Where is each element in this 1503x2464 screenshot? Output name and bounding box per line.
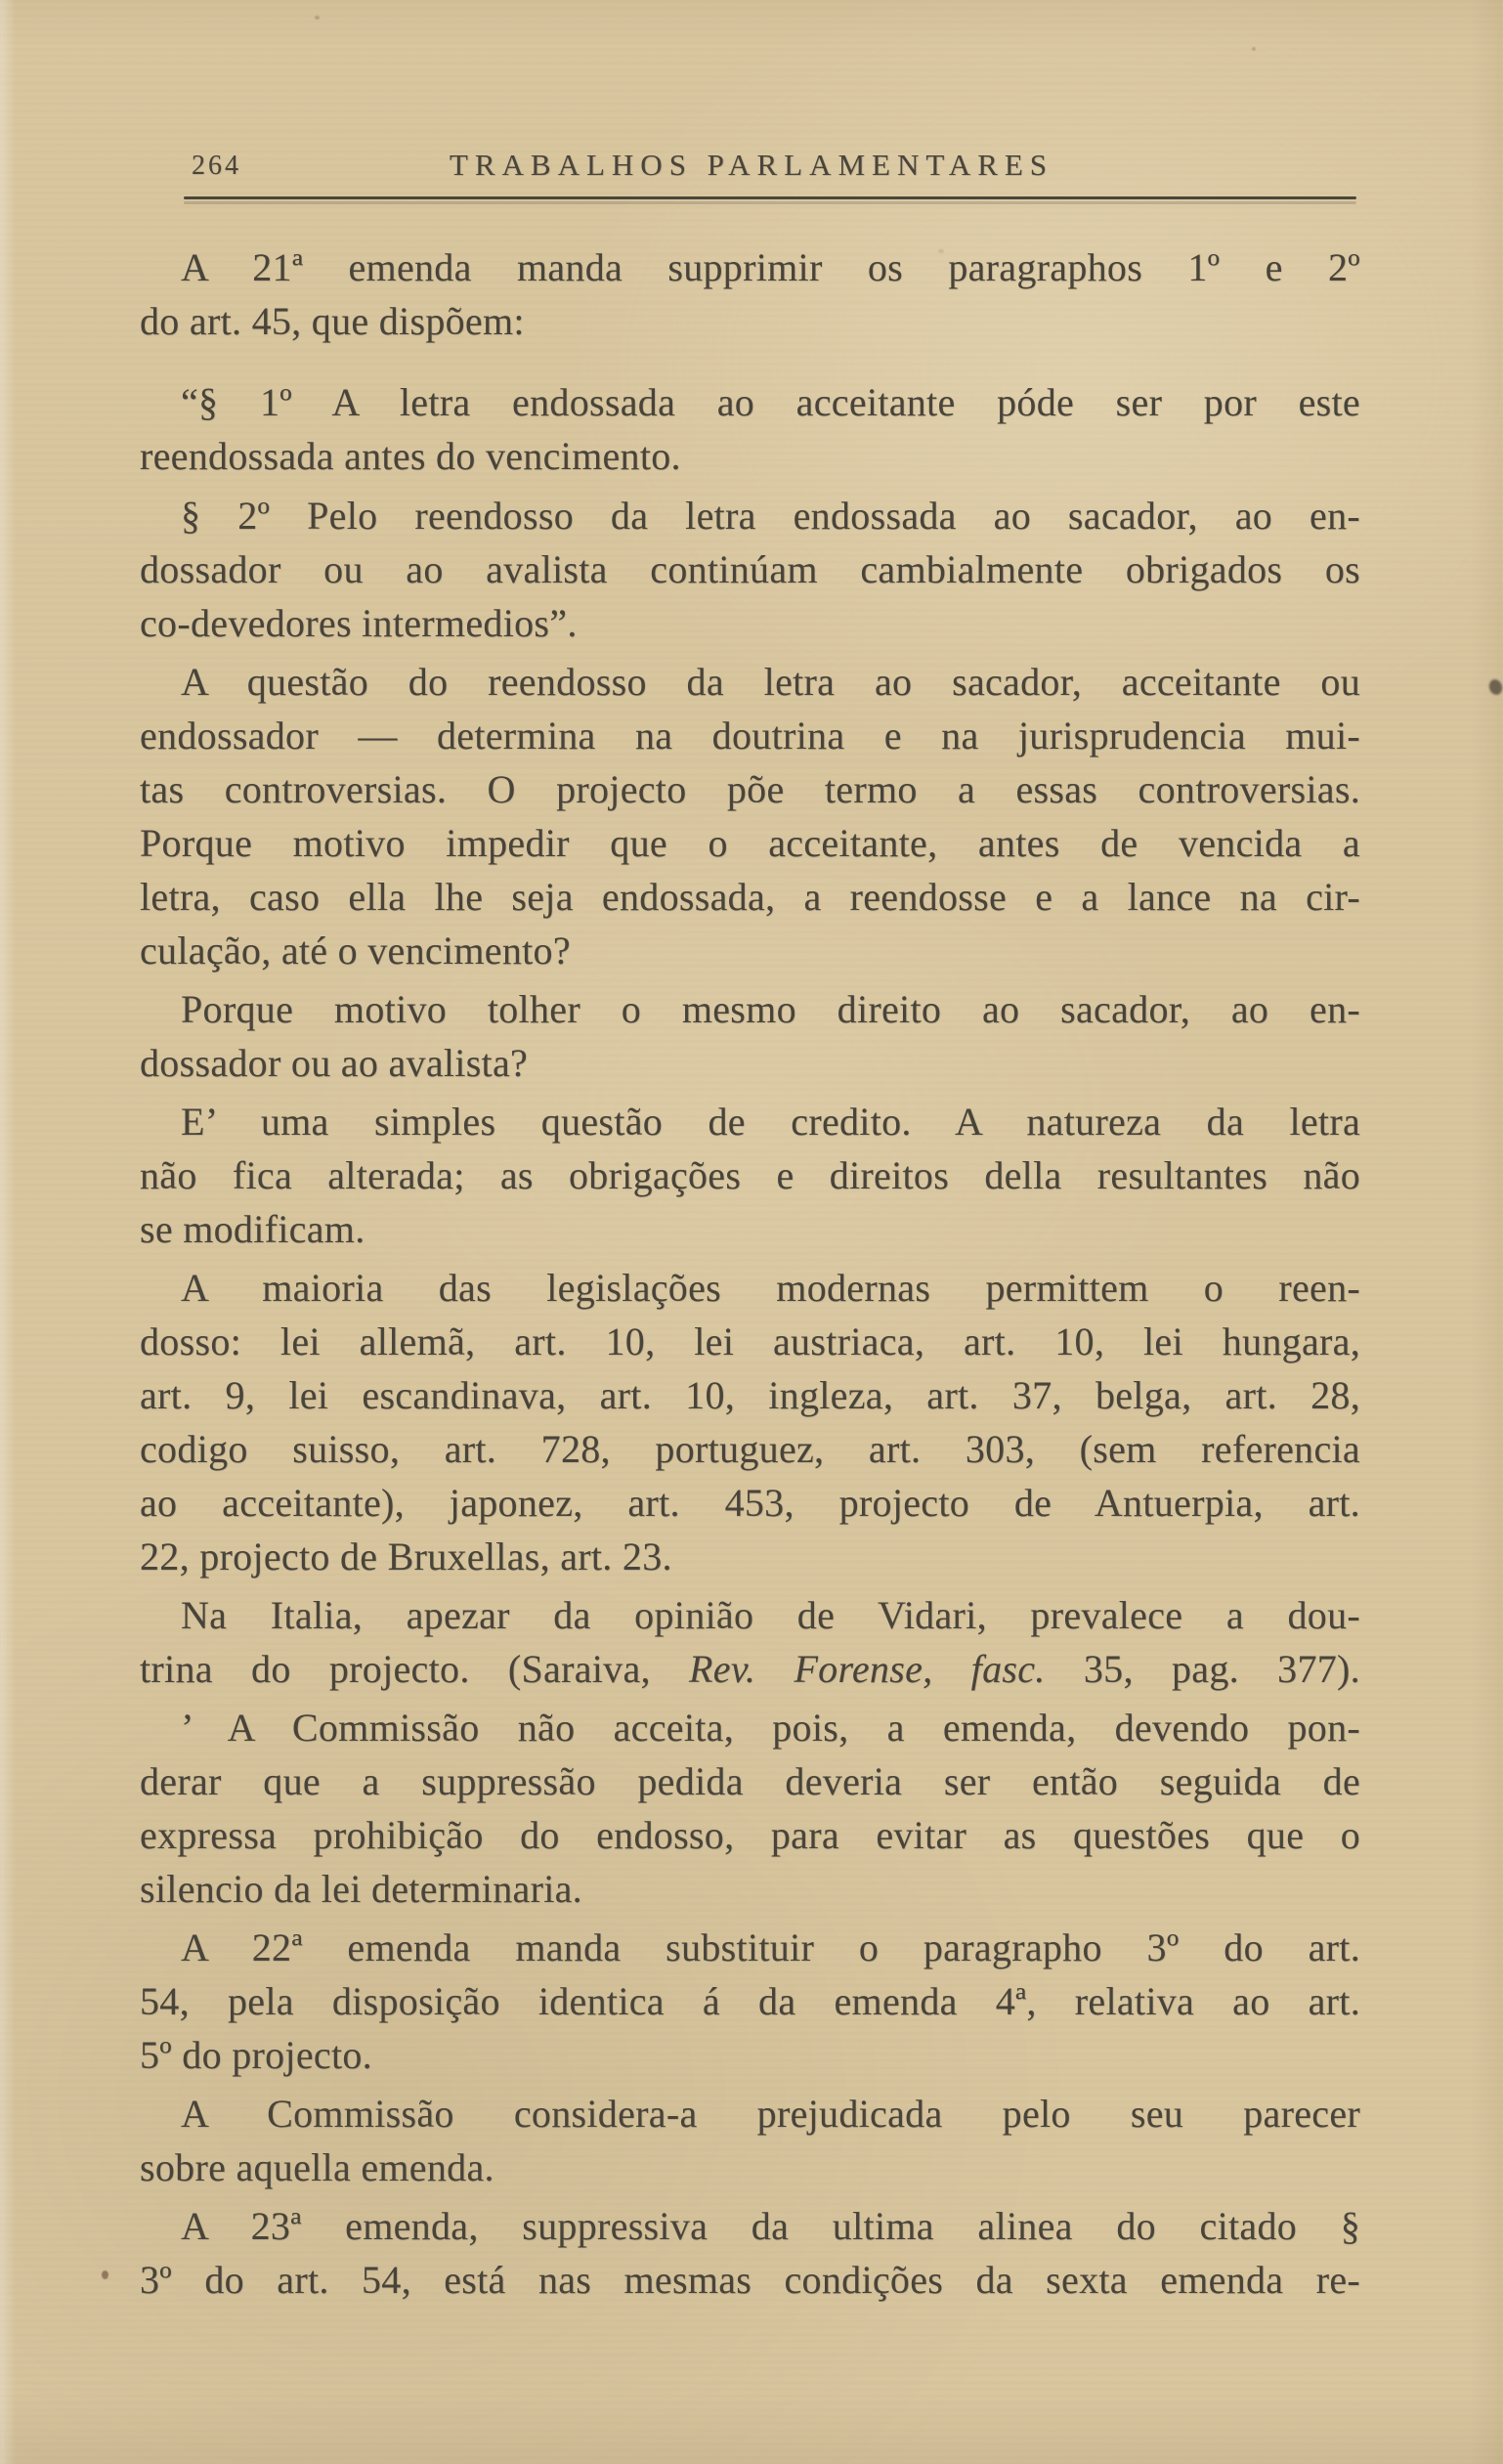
paragraph-quote — [140, 489, 1360, 650]
text-line: dossador ou ao avalista? — [140, 1041, 529, 1085]
text-line: A Commissão considera-a prejudicada pelo seu parecer — [181, 2092, 1360, 2136]
text-line: art. 9, lei escandinava, art. 10, ingleza, art. 37, belga, art. 28, — [140, 1373, 1360, 1417]
text-line-citation — [140, 1642, 1360, 1696]
text-line: endossador — determina na doutrina e na jurisprudencia mui- — [140, 713, 1360, 757]
text-line: se modificam. — [140, 1207, 365, 1251]
text-line: letra, caso ella lhe seja endossada, a reendosse e a lance na cir- — [140, 875, 1360, 919]
text-line: do art. 45, que dispõem: — [140, 299, 525, 343]
header-rule — [184, 196, 1356, 199]
text-line: co-devedores intermedios”. — [140, 601, 578, 645]
paragraph — [140, 982, 1360, 1090]
paragraph-quote — [140, 375, 1360, 483]
text-line: Porque motivo tolher o mesmo direito ao sacador, ao en- — [181, 987, 1360, 1031]
paragraph — [140, 1261, 1360, 1583]
text-line: ao acceitante), japonez, art. 453, projecto de Antuerpia, art. — [140, 1481, 1360, 1525]
ink-speck — [102, 2270, 108, 2279]
ink-blot — [1487, 677, 1503, 696]
ink-speck — [315, 16, 320, 20]
citation-post: 35, pag. 377). — [1045, 1647, 1360, 1691]
text-line: Na Italia, apezar da opinião de Vidari, prevalece a dou- — [181, 1593, 1360, 1637]
text-line: sobre aquella emenda. — [140, 2145, 494, 2189]
text-line: tas controversias. O projecto põe termo a essas controversias. — [140, 767, 1360, 811]
text-line: 5º do projecto. — [140, 2033, 372, 2077]
paragraph — [140, 1701, 1360, 1916]
text-line: dosso: lei allemã, art. 10, lei austriaca, art. 10, lei hungara, — [140, 1319, 1360, 1363]
paragraph — [140, 655, 1360, 977]
text-line: “§ 1º A letra endossada ao acceitante póde ser por este — [181, 380, 1360, 424]
text-line: expressa prohibição do endosso, para evitar as questões que o — [140, 1813, 1360, 1857]
text-line: 3º do art. 54, está nas mesmas condições da sexta emenda re- — [140, 2258, 1360, 2302]
paragraph — [140, 1095, 1360, 1256]
page-number: 264 — [192, 151, 241, 181]
text-line: A maioria das legislações modernas permittem o reen- — [181, 1266, 1360, 1310]
text-line: A 21ª emenda manda supprimir os paragraphos 1º e 2º — [181, 245, 1360, 289]
running-title: TRABALHOS PARLAMENTARES — [449, 148, 1054, 182]
paragraph — [140, 1588, 1360, 1696]
text-line: derar que a suppressão pedida deveria ser então seguida de — [140, 1759, 1360, 1803]
text-line: A questão do reendosso da letra ao sacador, acceitante ou — [181, 660, 1360, 704]
paragraph — [140, 2087, 1360, 2194]
paragraph — [140, 2199, 1360, 2307]
ink-speck — [1252, 47, 1256, 51]
ink-speck — [938, 249, 944, 253]
citation-pre: trina do projecto. (Saraiva, — [140, 1647, 690, 1691]
text-line: reendossada antes do vencimento. — [140, 434, 681, 478]
text-line: não fica alterada; as obrigações e direitos della resultantes não — [140, 1153, 1360, 1197]
text-line: culação, até o vencimento? — [140, 929, 571, 973]
text-line: ’ A Commissão não acceita, pois, a emenda, devendo pon- — [181, 1706, 1360, 1750]
text-line: dossador ou ao avalista continúam cambialmente obrigados os — [140, 547, 1360, 591]
text-line: A 22ª emenda manda substituir o paragrapho 3º do art. — [181, 1925, 1360, 1969]
page-text — [140, 240, 1360, 2307]
text-line: silencio da lei determinaria. — [140, 1867, 582, 1911]
paragraph — [140, 1921, 1360, 2082]
text-line: § 2º Pelo reendosso da letra endossada ao sacador, ao en- — [181, 494, 1360, 538]
text-line: A 23ª emenda, suppressiva da ultima alinea do citado § — [181, 2204, 1360, 2248]
text-line: 54, pela disposição identica á da emenda 4ª, relativa ao art. — [140, 1979, 1360, 2023]
citation-italic: Rev. Forense, fasc. — [689, 1647, 1046, 1691]
text-line: Porque motivo impedir que o acceitante, antes de vencida a — [140, 821, 1360, 865]
text-line: E’ uma simples questão de credito. A natureza da letra — [181, 1100, 1360, 1144]
paragraph — [140, 240, 1360, 348]
text-line: 22, projecto de Bruxellas, art. 23. — [140, 1535, 672, 1578]
text-line: codigo suisso, art. 728, portuguez, art. 303, (sem referencia — [140, 1427, 1360, 1471]
